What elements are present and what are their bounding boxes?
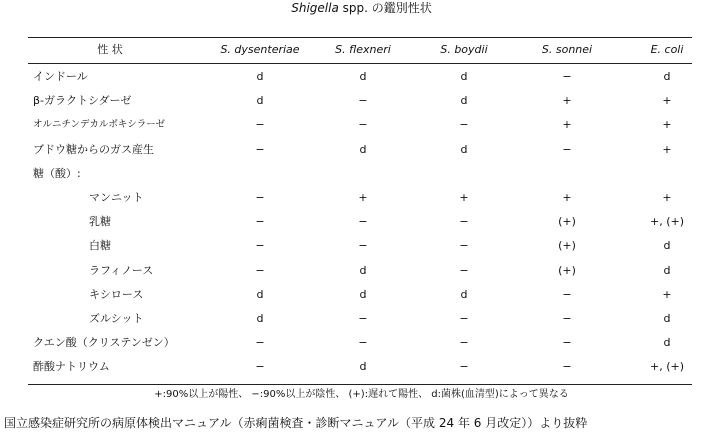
cell-value: + <box>358 191 368 204</box>
cell-value: (+) <box>558 215 576 229</box>
table-row <box>0 191 723 216</box>
cell-value: d <box>359 263 367 277</box>
row-label: ラフィノース <box>89 263 154 277</box>
cell-value: d <box>256 94 264 108</box>
cell-value: d <box>663 263 671 277</box>
cell-value: d <box>460 70 468 83</box>
cell-value: − <box>562 336 572 350</box>
cell-value: − <box>255 336 265 350</box>
bottom-rule <box>28 384 692 385</box>
header-rule <box>28 63 692 64</box>
cell-value: + <box>459 191 469 204</box>
cell-value: d <box>663 70 671 83</box>
cell-value: − <box>562 287 572 301</box>
cell-value: + <box>662 94 672 108</box>
row-label: 乳糖 <box>89 215 111 229</box>
cell-value: − <box>255 118 265 132</box>
cell-value: − <box>459 336 469 350</box>
title-suffix: spp. の鑑別性状 <box>338 1 432 15</box>
row-label: ブドウ糖からのガス産生 <box>33 142 154 156</box>
cell-value: − <box>562 142 572 156</box>
row-label: キシロース <box>89 287 144 301</box>
cell-value: − <box>358 312 368 325</box>
cell-value: d <box>460 142 468 156</box>
cell-value: + <box>662 287 672 301</box>
cell-value: − <box>459 263 469 277</box>
table-row <box>0 336 723 361</box>
cell-value: + <box>562 191 572 204</box>
row-label: オルニチンデカルボキシラーゼ <box>33 119 166 131</box>
header-species-3: S. boydii <box>440 43 488 56</box>
header-species-1: S. dysenteriae <box>220 43 300 56</box>
cell-value: − <box>459 360 469 374</box>
cell-value: d <box>256 287 264 301</box>
cell-value: − <box>255 191 265 204</box>
cell-value: − <box>255 239 265 253</box>
cell-value: − <box>358 94 368 108</box>
cell-value: d <box>359 142 367 156</box>
cell-value: (+) <box>558 263 576 277</box>
cell-value: − <box>255 360 265 374</box>
table-row <box>0 118 723 143</box>
title-genus: Shigella <box>291 1 339 15</box>
row-label: β-ガラクトシダーゼ <box>33 94 132 108</box>
cell-value: − <box>358 215 368 229</box>
row-label: 糖（酸）: <box>33 166 81 180</box>
cell-value: − <box>562 312 572 325</box>
header-species-4: S. sonnei <box>541 43 593 56</box>
row-label: インドール <box>33 70 88 83</box>
table-row <box>0 239 723 264</box>
table-row <box>0 264 723 289</box>
cell-value: + <box>662 142 672 156</box>
table-row <box>0 312 723 337</box>
header-trait: 性 状 <box>97 43 123 56</box>
cell-value: − <box>358 239 368 253</box>
cell-value: d <box>359 70 367 83</box>
cell-value: +, (+) <box>649 360 684 374</box>
table-row <box>0 70 723 95</box>
cell-value: − <box>459 239 469 253</box>
row-label: マンニット <box>89 191 144 204</box>
cell-value: − <box>255 215 265 229</box>
row-label: 白糖 <box>89 239 111 253</box>
cell-value: − <box>459 312 469 325</box>
cell-value: d <box>359 360 367 374</box>
table-row <box>0 360 723 385</box>
table-title <box>0 0 723 16</box>
cell-value: d <box>256 312 264 325</box>
source-note: 国立感染症研究所の病原体検出マニュアル（赤痢菌検査・診断マニュアル（平成 24 年 6 月改定））より抜粋 <box>4 416 588 430</box>
cell-value: d <box>663 336 671 350</box>
top-rule <box>28 37 692 38</box>
row-label: クエン酸（クリステンゼン） <box>33 336 175 350</box>
cell-value: d <box>256 70 264 83</box>
cell-value: +, (+) <box>649 215 684 229</box>
cell-value: − <box>255 142 265 156</box>
cell-value: − <box>358 118 368 132</box>
legend: +:90%以上が陽性、 −:90%以上が陰性、 (+):遅れて陽性、 d:菌株(血清型)によって異なる <box>154 389 569 400</box>
cell-value: − <box>562 70 572 83</box>
cell-value: − <box>358 336 368 350</box>
header-species-5: E. coli <box>650 43 684 56</box>
cell-value: (+) <box>558 239 576 253</box>
cell-value: d <box>663 239 671 253</box>
table-row <box>0 215 723 240</box>
cell-value: − <box>459 215 469 229</box>
cell-value: + <box>562 118 572 132</box>
table-row <box>0 167 723 192</box>
row-label: 酢酸ナトリウム <box>33 360 110 374</box>
cell-value: d <box>663 312 671 325</box>
cell-value: − <box>562 360 572 374</box>
cell-value: d <box>460 94 468 108</box>
cell-value: + <box>662 191 672 204</box>
table-row <box>0 288 723 313</box>
cell-value: d <box>359 287 367 301</box>
row-label: ズルシット <box>89 312 144 325</box>
header-species-2: S. flexneri <box>335 43 391 56</box>
cell-value: − <box>459 118 469 132</box>
table-row <box>0 94 723 119</box>
cell-value: d <box>460 287 468 301</box>
table-row <box>0 143 723 168</box>
cell-value: − <box>255 263 265 277</box>
cell-value: + <box>662 118 672 132</box>
cell-value: + <box>562 94 572 108</box>
